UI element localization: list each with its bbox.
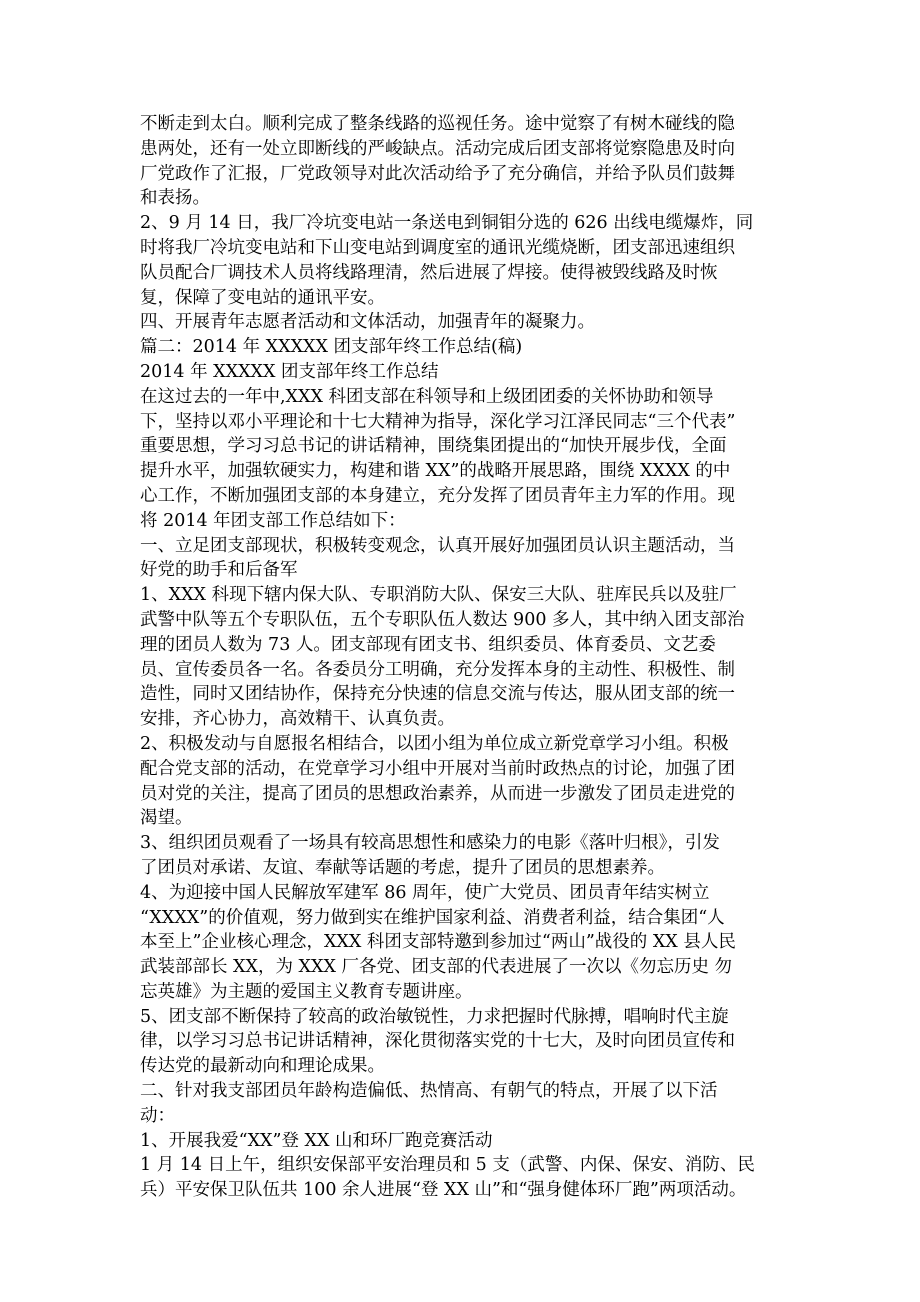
text-line: 重要思想，学习习总书记的讲话精神，围绕集团提出的“加快开展步伐，全面	[140, 436, 727, 457]
document-page	[140, 112, 790, 1203]
text-line: “XXXX”的价值观，努力做到实在维护国家利益、消费者利益，结合集团“人	[140, 907, 725, 928]
text-line: 武警中队等五个专职队伍，五个专职队伍人数达 900 多人，其中纳入团支部治	[140, 609, 745, 630]
text-line: 1 月 14 日上午，组织安保部平安治理员和 5 支（武警、内保、保安、消防、民	[140, 1155, 755, 1176]
text-line: 下，坚持以邓小平理论和十七大精神为指导，深化学习江泽民同志“三个代表”	[140, 411, 736, 432]
text-line: 兵）平安保卫队伍共 100 余人进展“登 XX 山”和“强身健体环厂跑”两项活动。	[140, 1180, 747, 1201]
text-line: 1、开展我爱“XX”登 XX 山和环厂跑竞赛活动	[140, 1130, 493, 1151]
text-line: 忘英雄》为主题的爱国主义教育专题讲座。	[140, 981, 473, 1002]
text-line: 动：	[140, 1105, 175, 1126]
text-line: 4、为迎接中国人民解放军建军 86 周年，使广大党员、团员青年结实树立	[140, 882, 710, 903]
text-line: 了团员对承诺、友谊、奉献等话题的考虑，提升了团员的思想素养。	[140, 857, 665, 878]
text-line: 在这过去的一年中,XXX 科团支部在科领导和上级团团委的关怀协助和领导	[140, 386, 714, 407]
text-line: 律，以学习习总书记讲话精神，深化贯彻落实党的十七大，及时向团员宣传和	[140, 1031, 735, 1052]
text-line: 1、XXX 科现下辖内保大队、专职消防大队、保安三大队、驻库民兵以及驻厂	[140, 585, 737, 606]
text-line: 提升水平，加强软硬实力，构建和谐 XX”的战略开展思路，围绕 XXXX 的中	[140, 461, 731, 482]
text-line: 队员配合厂调技术人员将线路理清，然后进展了焊接。使得被毁线路及时恢	[140, 262, 718, 283]
text-line: 配合党支部的活动，在党章学习小组中开展对当前时政热点的讨论，加强了团	[140, 758, 735, 779]
text-line: 渴望。	[140, 808, 193, 829]
text-line: 理的团员人数为 73 人。团支部现有团支书、组织委员、体育委员、文艺委	[140, 634, 716, 655]
text-line: 二、针对我支部团员年龄构造偏低、热情高、有朝气的特点，开展了以下活	[140, 1081, 718, 1102]
text-line: 传达党的最新动向和理论成果。	[140, 1056, 385, 1077]
text-line: 不断走到太白。顺利完成了整条线路的巡视任务。途中觉察了有树木碰线的隐	[140, 114, 735, 134]
text-line: 时将我厂冷坑变电站和下山变电站到调度室的通讯光缆烧断，团支部迅速组织	[140, 237, 735, 258]
text-line: 2、9 月 14 日，我厂冷坑变电站一条送电到铜钼分选的 626 出线电缆爆炸，同	[140, 213, 754, 234]
text-line: 心工作，不断加强团支部的本身建立，充分发挥了团员青年主力军的作用。现	[140, 485, 735, 506]
text-line: 复，保障了变电站的通讯平安。	[140, 287, 385, 308]
text-line: 2、积极发动与自愿报名相结合，以团小组为单位成立新党章学习小组。积极	[140, 733, 729, 754]
text-line: 和表扬。	[140, 188, 210, 209]
text-line: 3、组织团员观看了一场具有较高思想性和感染力的电影《落叶归根》，引发	[140, 833, 720, 854]
text-line: 厂党政作了汇报，厂党政领导对此次活动给予了充分确信，并给予队员们鼓舞	[140, 163, 735, 184]
text-line: 员对党的关注，提高了团员的思想政治素养，从而进一步激发了团员走进党的	[140, 783, 735, 804]
text-line: 将 2014 年团支部工作总结如下：	[140, 510, 406, 531]
text-line: 本至上”企业核心理念，XXX 科团支部特邀到参加过“两山”战役的 XX 县人民	[140, 932, 736, 953]
text-line: 患两处，还有一处立即断线的严峻缺点。活动完成后团支部将觉察隐患及时向	[140, 138, 735, 159]
text-line: 一、立足团支部现状，积极转变观念，认真开展好加强团员认识主题活动，当	[140, 535, 735, 556]
text-line: 2014 年 XXXXX 团支部年终工作总结	[140, 361, 439, 382]
text-line: 篇二：2014 年 XXXXX 团支部年终工作总结(稿)	[140, 337, 523, 358]
text-line: 5、团支部不断保持了较高的政治敏锐性，力求把握时代脉搏，唱响时代主旋	[140, 1006, 729, 1027]
text-line: 安排，齐心协力，高效精干、认真负责。	[140, 709, 455, 730]
text-line: 造性，同时又团结协作，保持充分快速的信息交流与传达，服从团支部的统一	[140, 684, 735, 705]
text-line: 好党的助手和后备军	[140, 560, 298, 581]
text-line: 四、开展青年志愿者活动和文体活动，加强青年的凝聚力。	[140, 312, 595, 333]
text-line: 武装部部长 XX，为 XXX 厂各党、团支部的代表进展了一次以《勿忘历史 勿	[140, 957, 733, 978]
text-line: 员、宣传委员各一名。各委员分工明确，充分发挥本身的主动性、积极性、制	[140, 659, 735, 680]
